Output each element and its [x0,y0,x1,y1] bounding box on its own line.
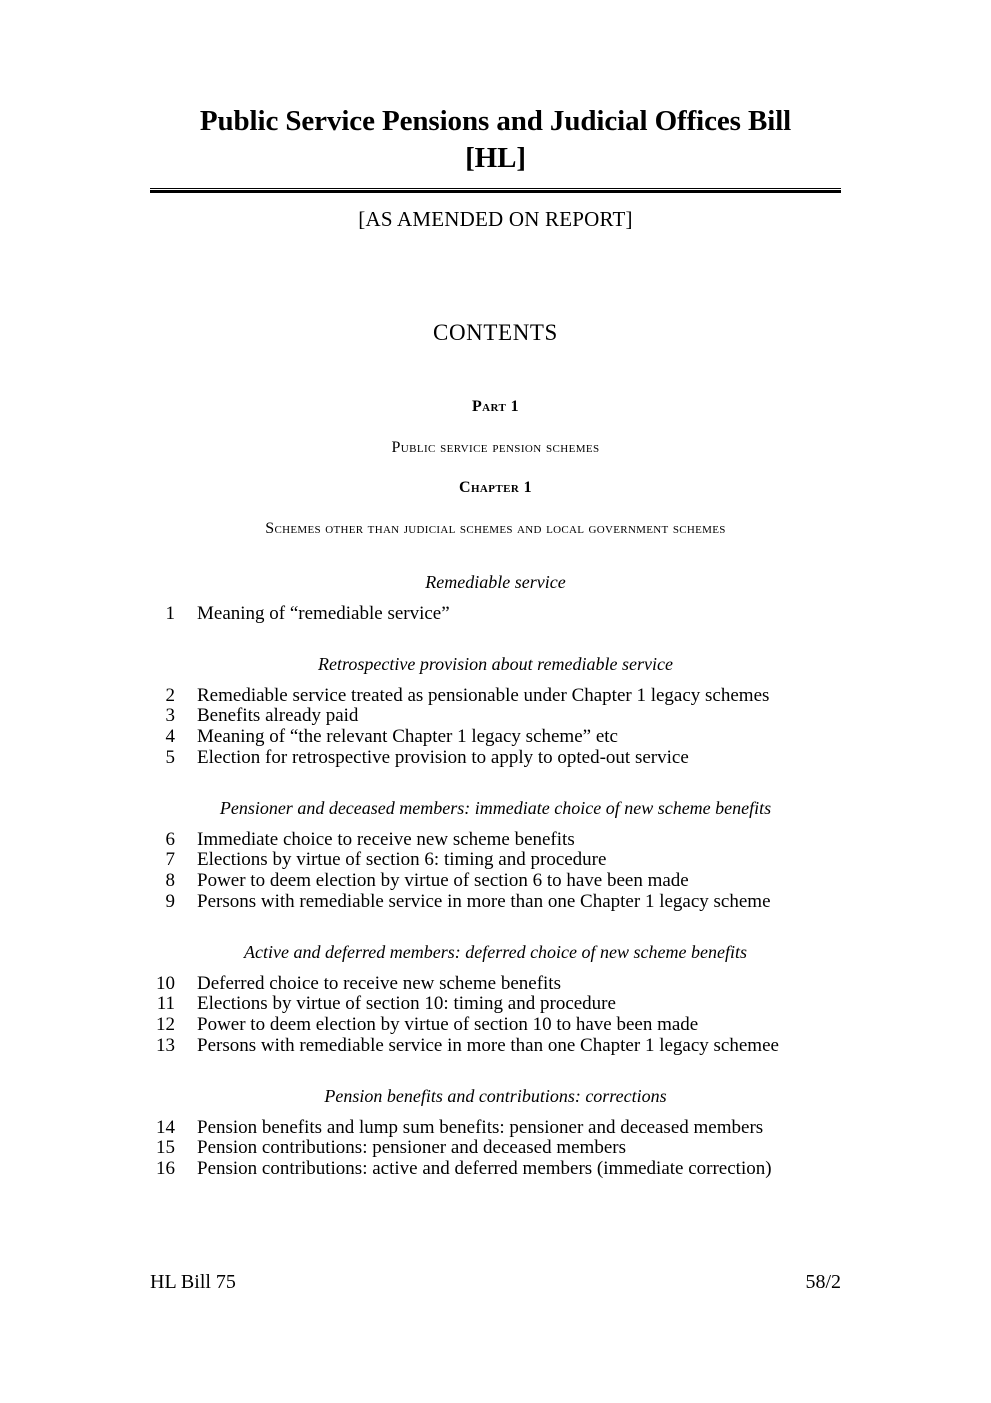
entry-number: 16 [156,1157,175,1179]
toc-entry[interactable] [150,830,841,851]
toc-entry[interactable] [150,994,841,1015]
entry-title: Deferred choice to receive new scheme benefits [197,972,561,994]
entry-number: 8 [165,869,175,891]
toc-entry[interactable] [150,974,841,995]
title-line-2: [HL] [465,142,526,175]
toc-list [150,1118,841,1180]
title-line-1: Public Service Pensions and Judicial Offices Bill [199,105,792,137]
toc-list [150,686,841,768]
group-crosshead: Retrospective provision about remediable service [318,654,673,675]
entry-number: 13 [156,1034,175,1056]
entry-number: 4 [165,725,175,747]
entry-number: 9 [165,890,175,912]
toc-group [150,1086,841,1179]
toc-entry[interactable] [150,1138,841,1159]
entry-number: 11 [156,993,175,1015]
group-crosshead: Remediable service [425,572,566,592]
content-column [150,0,841,1179]
page-footer [150,1271,841,1294]
toc-entry[interactable] [150,686,841,707]
toc-list [150,604,841,625]
entry-title: Meaning of “the relevant Chapter 1 legacy scheme” etc [197,725,618,747]
part-subtitle: Public service pension schemes [391,439,600,456]
toc-entry[interactable] [150,604,841,625]
entry-number: 1 [165,602,175,624]
entry-title: Pension contributions: pensioner and deceased members [197,1137,626,1159]
toc-entry[interactable] [150,1118,841,1139]
toc-group [150,798,841,912]
entry-title: Elections by virtue of section 6: timing and procedure [197,849,607,871]
entry-number: 7 [165,849,175,871]
group-crosshead: Pension benefits and contributions: corrections [324,1086,667,1107]
contents-heading: CONTENTS [433,320,558,345]
entry-title: Immediate choice to receive new scheme benefits [197,828,575,850]
toc-group [150,572,841,624]
entry-title: Persons with remediable service in more than one Chapter 1 legacy scheme [197,890,771,912]
toc-entry[interactable] [150,1159,841,1180]
toc-entry[interactable] [150,892,841,913]
entry-number: 10 [156,972,175,994]
amendment-note: [AS AMENDED ON REPORT] [358,206,633,231]
toc-entry[interactable] [150,1036,841,1057]
chapter-subtitle: Schemes other than judicial schemes and local government schemes [265,520,726,537]
entry-title: Pension contributions: active and deferred members (immediate correction) [197,1157,772,1179]
entry-title: Election for retrospective provision to apply to opted-out service [197,746,689,768]
entry-title: Power to deem election by virtue of section 6 to have been made [197,869,689,891]
toc-group [150,654,841,768]
entry-title: Remediable service treated as pensionable under Chapter 1 legacy schemes [197,684,770,706]
part-heading: Part 1 [471,398,519,415]
entry-number: 5 [165,746,175,768]
toc-entry[interactable] [150,1015,841,1036]
entry-number: 3 [165,705,175,727]
toc-list [150,974,841,1056]
toc-entry[interactable] [150,706,841,727]
entry-number: 6 [165,828,175,850]
entry-title: Persons with remediable service in more than one Chapter 1 legacy schemee [197,1034,779,1056]
entry-title: Meaning of “remediable service” [197,602,450,624]
bill-reference: HL Bill 75 [150,1271,236,1293]
entry-title: Pension benefits and lump sum benefits: pensioner and deceased members [197,1116,764,1138]
page-title [150,0,841,178]
toc-group [150,942,841,1056]
toc-entry[interactable] [150,850,841,871]
chapter-heading: Chapter 1 [459,479,532,496]
entry-number: 14 [156,1116,175,1138]
group-crosshead: Pensioner and deceased members: immediate choice of new scheme benefits [219,798,772,819]
toc-entry[interactable] [150,727,841,748]
entry-number: 12 [156,1013,175,1035]
group-crosshead: Active and deferred members: deferred choice of new scheme benefits [244,942,747,963]
print-number: 58/2 [805,1271,841,1293]
entry-number: 2 [165,684,175,706]
toc-list [150,830,841,912]
entry-number: 15 [156,1137,175,1159]
toc-entry[interactable] [150,748,841,769]
entry-title: Benefits already paid [197,705,359,727]
entry-title: Power to deem election by virtue of section 10 to have been made [197,1013,699,1035]
entry-title: Elections by virtue of section 10: timing and procedure [197,993,616,1015]
toc-entry[interactable] [150,871,841,892]
